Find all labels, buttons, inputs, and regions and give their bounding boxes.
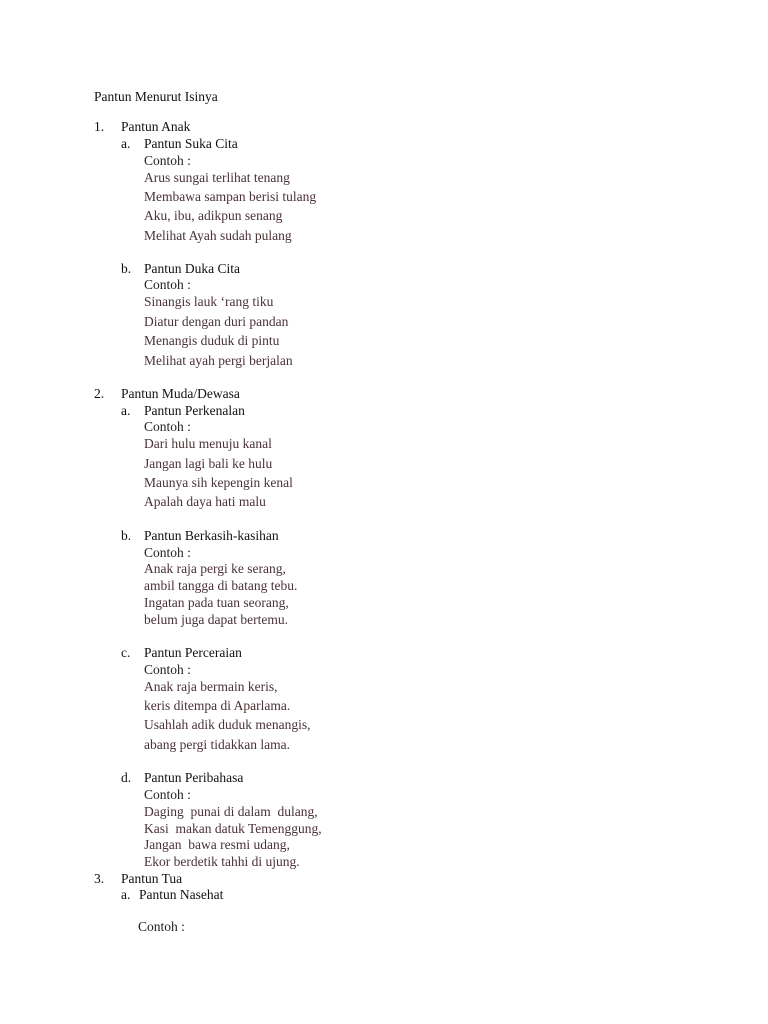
subsection-letter: b. (121, 261, 132, 276)
pantun-line: Daging punai di dalam dulang, (144, 804, 318, 819)
subsection-heading: Pantun Duka Cita (144, 261, 240, 276)
contoh-label: Contoh : (144, 787, 191, 802)
pantun-line: Diatur dengan duri pandan (144, 314, 289, 329)
pantun-line: belum juga dapat bertemu. (144, 612, 288, 627)
pantun-line: Apalah daya hati malu (144, 494, 266, 509)
contoh-label: Contoh : (144, 277, 191, 292)
pantun-line: Arus sungai terlihat tenang (144, 170, 290, 185)
subsection-letter: d. (121, 770, 132, 785)
pantun-line: Maunya sih kepengin kenal (144, 475, 293, 490)
pantun-line: Dari hulu menuju kanal (144, 436, 272, 451)
section-number: 1. (94, 119, 105, 134)
section-heading: Pantun Tua (121, 871, 183, 886)
section-number: 2. (94, 386, 105, 401)
subsection-letter: c. (121, 645, 131, 660)
pantun-line: Jangan bawa resmi udang, (144, 837, 290, 852)
pantun-line: Anak raja pergi ke serang, (144, 561, 286, 576)
pantun-line: Ekor berdetik tahhi di ujung. (144, 854, 300, 869)
pantun-line: Melihat ayah pergi berjalan (144, 353, 293, 368)
subsection-heading: Pantun Peribahasa (144, 770, 244, 785)
subsection-heading: Pantun Perkenalan (144, 403, 245, 418)
pantun-line: Melihat Ayah sudah pulang (144, 228, 292, 243)
subsection-letter: a. (121, 136, 131, 151)
section-heading: Pantun Anak (121, 119, 191, 134)
contoh-label: Contoh : (144, 545, 191, 560)
subsection-heading: Pantun Perceraian (144, 645, 242, 660)
section-heading: Pantun Muda/Dewasa (121, 386, 240, 401)
pantun-line: ambil tangga di batang tebu. (144, 578, 298, 593)
pantun-line: abang pergi tidakkan lama. (144, 737, 290, 752)
pantun-line: Ingatan pada tuan seorang, (144, 595, 289, 610)
subsection-letter: b. (121, 528, 132, 543)
pantun-line: Membawa sampan berisi tulang (144, 189, 317, 204)
pantun-line: keris ditempa di Aparlama. (144, 698, 291, 713)
pantun-line: Kasi makan datuk Temenggung, (144, 821, 322, 836)
section-number: 3. (94, 871, 105, 886)
subsection-letter: a. (121, 887, 131, 902)
contoh-label: Contoh : (138, 919, 185, 934)
page-title: Pantun Menurut Isinya (94, 89, 218, 104)
subsection-heading: Pantun Suka Cita (144, 136, 238, 151)
pantun-line: Jangan lagi bali ke hulu (144, 456, 273, 471)
pantun-line: Usahlah adik duduk menangis, (144, 717, 311, 732)
subsection-heading: Pantun Berkasih-kasihan (144, 528, 279, 543)
pantun-line: Sinangis lauk ‘rang tiku (144, 294, 274, 309)
contoh-label: Contoh : (144, 419, 191, 434)
contoh-label: Contoh : (144, 662, 191, 677)
subsection-letter: a. (121, 403, 131, 418)
contoh-label: Contoh : (144, 153, 191, 168)
pantun-line: Anak raja bermain keris, (144, 679, 278, 694)
subsection-heading: Pantun Nasehat (139, 887, 224, 902)
pantun-line: Aku, ibu, adikpun senang (144, 208, 283, 223)
pantun-line: Menangis duduk di pintu (144, 333, 280, 348)
